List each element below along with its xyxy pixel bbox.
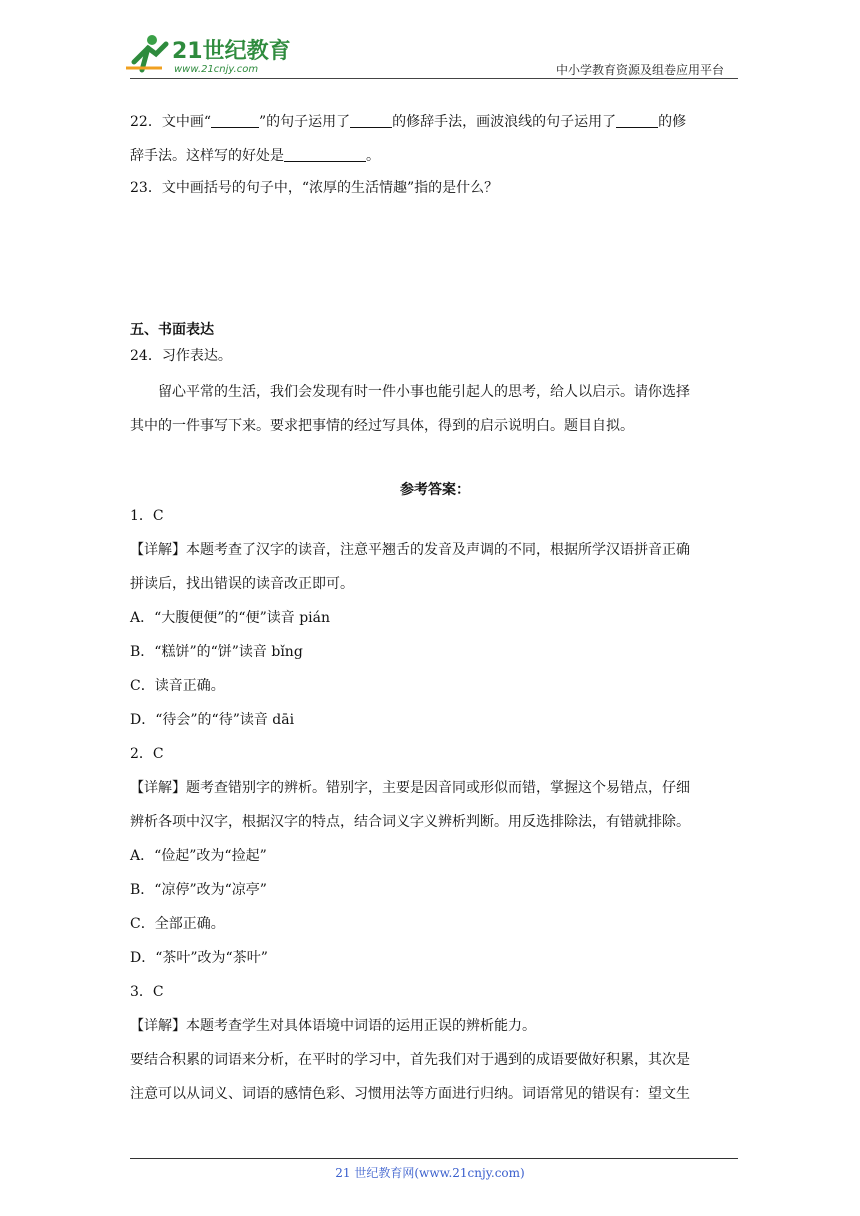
answer-option: B．“糕饼”的“饼”读音 bǐng (130, 644, 303, 660)
footer-divider (130, 1158, 738, 1159)
question-24-body: 留心平常的生活，我们会发现有时一件小事也能引起人的思考，给人以启示。请你选择 (158, 384, 690, 400)
answer-detail: 【详解】本题考查学生对具体语境中词语的运用正误的辨析能力。 (130, 1018, 536, 1034)
page-header (122, 30, 738, 80)
section-heading: 五、书面表达 (130, 322, 214, 338)
answer-detail: 要结合积累的词语来分析，在平时的学习中，首先我们对于遇到的成语要做好积累，其次是 (130, 1052, 690, 1068)
header-platform-text: 中小学教育资源及组卷应用平台 (555, 63, 724, 77)
answer-detail: 注意可以从词义、词语的感情色彩、习惯用法等方面进行归纳。词语常见的错误有：望文生 (130, 1086, 690, 1102)
blank (284, 147, 366, 162)
answer-option: D．“茶叶”改为“茶叶” (130, 950, 268, 966)
answer-option: D．“待会”的“待”读音 dāi (130, 712, 295, 728)
blank (350, 113, 392, 128)
answer-title: 参考答案： (400, 482, 470, 498)
answer-2: 2．C (130, 746, 164, 762)
answer-option: A．“大腹便便”的“便”读音 pián (130, 610, 330, 626)
footer-link[interactable]: 21 世纪教育网(www.21cnjy.com) (335, 1166, 525, 1180)
question-24: 24．习作表达。 (130, 348, 232, 364)
logo-21cnjy-icon (122, 32, 292, 76)
logo-url: www.21cnjy.com (174, 64, 259, 75)
question-22-line2: 辞手法。这样写的好处是 。 (130, 148, 380, 164)
question-22-line1: 22．文中画“ ”的句子运用了 的修辞手法，画波浪线的句子运用了 的修 (130, 114, 687, 130)
header-divider (130, 78, 738, 79)
answer-3: 3．C (130, 984, 164, 1000)
logo-text: 21世纪教育 (172, 39, 291, 64)
answer-option: B．“凉停”改为“凉亭” (130, 882, 267, 898)
blank (616, 113, 658, 128)
answer-detail: 辨析各项中汉字，根据汉字的特点，结合词义字义辨析判断。用反选排除法，有错就排除。 (130, 814, 690, 830)
question-23: 23．文中画括号的句子中，“浓厚的生活情趣”指的是什么？ (130, 180, 499, 196)
answer-option: C．读音正确。 (130, 678, 225, 694)
blank (211, 113, 259, 128)
answer-option: C．全部正确。 (130, 916, 225, 932)
answer-option: A．“俭起”改为“捡起” (130, 848, 267, 864)
answer-1: 1．C (130, 508, 164, 524)
answer-detail: 【详解】题考查错别字的辨析。错别字，主要是因音同或形似而错，掌握这个易错点，仔细 (130, 780, 690, 796)
question-24-body: 其中的一件事写下来。要求把事情的经过写具体，得到的启示说明白。题目自拟。 (130, 418, 634, 434)
answer-detail: 拼读后，找出错误的读音改正即可。 (130, 576, 354, 592)
answer-detail: 【详解】本题考查了汉字的读音，注意平翘舌的发音及声调的不同，根据所学汉语拼音正确 (130, 542, 690, 558)
